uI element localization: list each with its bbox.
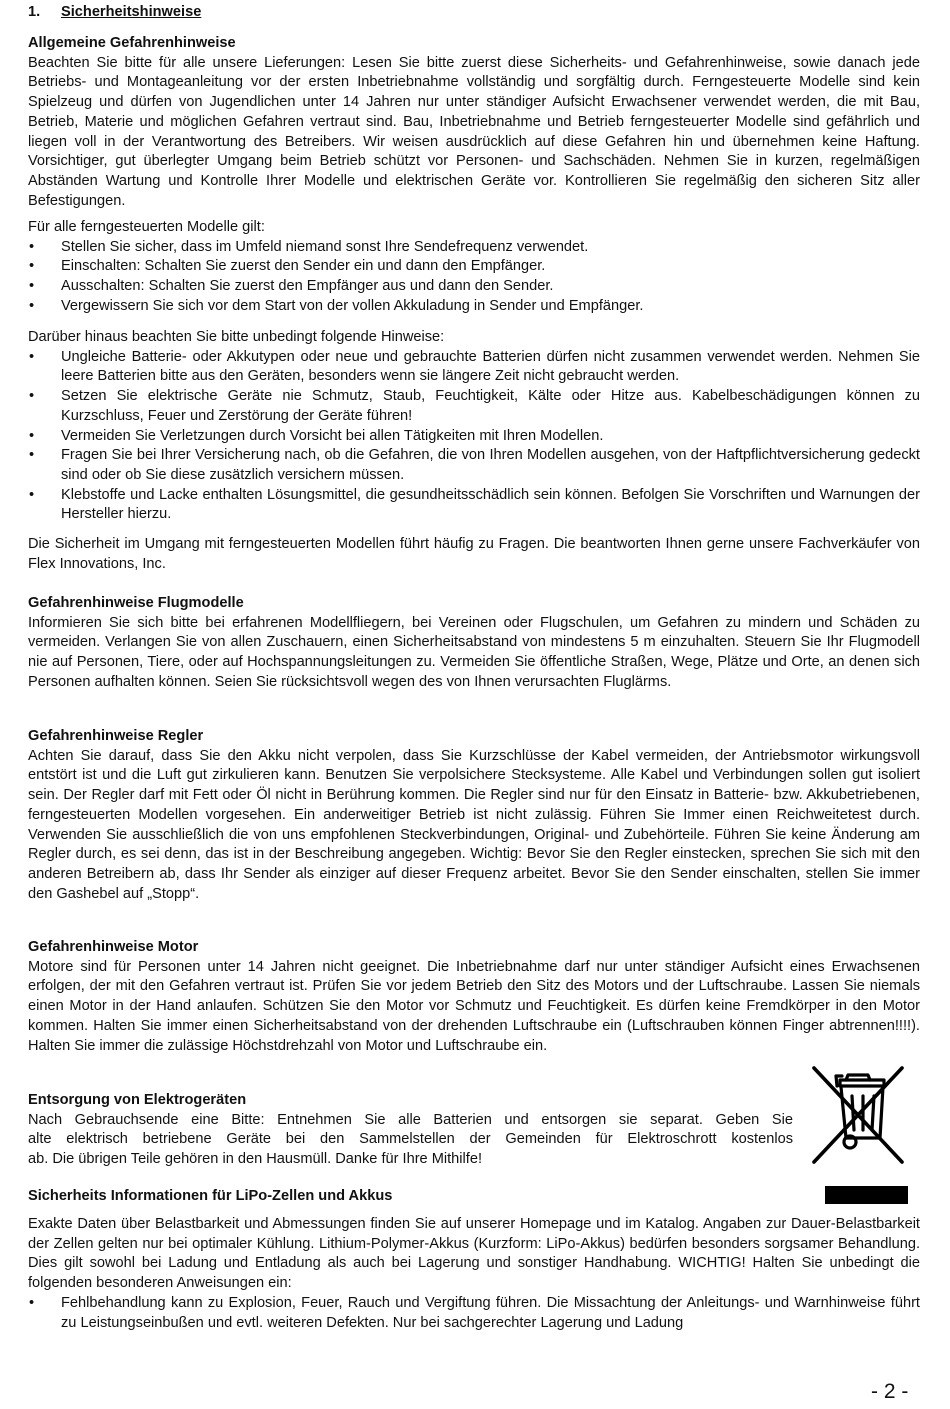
list-item: • Ungleiche Batterie- oder Akkutypen oder neue und gebrauchte Batterien dürfen nicht zusammen verwendet werden. Nehmen Sie leere Batterien bitte aus den Geräten, besonders wenn sie längere Zeit nicht gebraucht werden. — [29, 348, 920, 385]
crossed-out-wheelie-bin-icon — [808, 1062, 908, 1170]
flight-hazards-heading: Gefahrenhinweise Flugmodelle — [28, 595, 244, 611]
section-number: 1. — [28, 4, 41, 20]
all-models-list — [28, 238, 920, 317]
additional-notes-intro: Darüber hinaus beachten Sie bitte unbedingt folgende Hinweise: — [28, 329, 445, 345]
list-item: • Klebstoffe und Lacke enthalten Lösungsmittel, die gesundheitsschädlich sein können. Befolgen Sie Vorschriften und Warnungen der Hersteller hierzu. — [29, 486, 920, 523]
motor-hazards-text: Motore sind für Personen unter 14 Jahren nicht geeignet. Die Inbetriebnahme darf nur unter ständiger Aufsicht eines Erwachsenen erfolgen, der mit den Gefahren vertraut ist. Prüfen Sie vor jedem Betrieb den Sitz des Motors und der Luftschraube. Lassen Sie niemals einen Motor in der Hand anlaufen. Schützen Sie den Motor vor Schmutz und Feuchtigkeit. Es dürfen keine Fremdkörper in den Motor kommen. Halten Sie immer einen Sicherheitsabstand von der drehenden Luftschraube ein (Luftschrauben können Finger abtrennen!!!!). Halten Sie immer die zulässige Höchstdrehzahl von Motor und Luftschraube ein. — [28, 958, 920, 1054]
additional-notes-list — [28, 348, 920, 525]
regler-hazards-section — [28, 727, 920, 904]
disposal-line: Nach Gebrauchsende eine Bitte: Entnehmen Sie alle Batterien und entsorgen sie separat. Geben Sie — [28, 1111, 793, 1128]
bullet-icon: • — [29, 348, 35, 365]
list-item: • Fragen Sie bei Ihrer Versicherung nach, ob die Gefahren, die von Ihren Modellen ausgehen, von der Haftpflichtversicherung gedeckt sind oder ob Sie diese zusätzlich versichern müssen. — [29, 447, 920, 483]
weee-underline-bar — [825, 1186, 908, 1204]
lipo-section — [28, 1215, 920, 1333]
list-item: • Vergewissern Sie sich vor dem Start von der vollen Akkuladung in Sender und Empfänger. — [28, 297, 920, 317]
list-item: • Einschalten: Schalten Sie zuerst den Sender ein und dann den Empfänger. — [28, 257, 920, 277]
motor-hazards-heading: Gefahrenhinweise Motor — [28, 939, 199, 955]
bullet-icon: • — [29, 278, 35, 295]
all-models-intro: Für alle ferngesteuerten Modelle gilt: — [28, 219, 265, 235]
bullet-icon: • — [29, 486, 35, 503]
flight-hazards-text: Informieren Sie sich bitte bei erfahrenen Modellfliegern, bei Vereinen oder Flugschulen, um Gefahren zu mindern und Schäden zu vermeiden. Verlangen Sie von allen Zuschauern, einen Sicherheitsabstand von mindestens 5 m einzuhalten. Steuern Sie Ihr Flugmodell nie auf Personen, Tiere, oder auf Hochspannungsleitungen zu. Vermeiden Sie öffentliche Straßen, Wege, Plätze und Orte, an denen sich Personen aufhalten können. Seien Sie rücksichtsvoll wegen des von Ihnen verursachten Fluglärms. — [28, 614, 920, 690]
section-heading — [28, 3, 201, 23]
bullet-icon: • — [29, 297, 35, 314]
lipo-text: Exakte Daten über Belastbarkeit und Abmessungen finden Sie auf unserer Homepage und im Katalog. Angaben zur Dauer-Belastbarkeit der Zellen gelten nur bei optimaler Kühlung. Lithium-Polymer-Akkus (Kurzform: LiPo-Akkus) bedürfen besonders sorgsamer Behandlung. Dies gilt sowohl bei Ladung und Entladung als auch bei Lagerung und sonstiger Handhabung. WICHTIG! Halten Sie unbedingt die folgenden besonderen Anweisungen ein: — [28, 1216, 920, 1292]
list-item: • Vermeiden Sie Verletzungen durch Vorsicht bei allen Tätigkeiten mit Ihren Modellen. — [28, 427, 920, 447]
list-item: • Stellen Sie sicher, dass im Umfeld niemand sonst Ihre Sendefrequenz verwendet. — [28, 238, 920, 258]
general-hazards-heading: Allgemeine Gefahrenhinweise — [28, 35, 236, 51]
bullet-icon: • — [29, 1294, 35, 1311]
disposal-heading: Entsorgung von Elektrogeräten — [28, 1092, 247, 1108]
section-title: Sicherheitshinweise — [61, 4, 202, 20]
bullet-icon: • — [29, 258, 35, 275]
all-models-section — [28, 218, 920, 317]
disposal-line: ab. Die übrigen Teile gehören in den Hausmüll. Danke für Ihre Mithilfe! — [28, 1151, 483, 1168]
regler-hazards-text: Achten Sie darauf, dass Sie den Akku nicht verpolen, dass Sie Kurzschlüsse der Kabel vermeiden, der Antriebsmotor wirkungsvoll entstört ist und die Luft gut zirkulieren kann. Benutzen Sie verpolsichere Stecksysteme. Alle Kabel und Verbindungen sollen gut isoliert sein. Der Regler darf mit Fett oder Öl nicht in Berührung kommen. Die Regler sind nur für den Einsatz in Batterie- bzw. Akkubetriebenen, ferngesteuerten Modellen vorgesehen. Ein anderweitiger Betrieb ist nicht zulässig. Führen Sie Immer einen Reichweitetest durch. Verwenden Sie ausschließlich die von uns empfohlenen Steckverbindungen, Original- und Zubehörteile. Führen Sie keine Änderung am Regler durch, es sei denn, das ist in der Beschreibung angegeben. Wichtig: Bevor Sie den Regler einstecken, sprechen Sie sich mit den anderen Betreibern ab, dass Ihr Sender als einziger auf dieser Frequenz arbeitet. Bevor Sie den Sender einschalten, stellen Sie immer den Gashebel auf „Stopp“. — [28, 747, 920, 902]
lipo-heading: Sicherheits Informationen für LiPo-Zellen und Akkus — [28, 1188, 393, 1204]
regler-hazards-heading: Gefahrenhinweise Regler — [28, 728, 204, 744]
additional-notes-section — [28, 328, 920, 525]
general-hazards-text: Beachten Sie bitte für alle unsere Lieferungen: Lesen Sie bitte zuerst diese Sicherheits- und Gefahrenhinweise, sowie danach jede Betriebs- und Montageanleitung vor der ersten Inbetriebnahme vollständig und sorgfältig durch. Ferngesteuerte Modelle sind kein Spielzeug und dürfen von Jugendlichen unter 14 Jahren nur unter ständiger Aufsicht Erwachsener verwendet werden, die mit Bau, Betrieb, Materie und möglichen Gefahren vertraut sind. Bau, Inbetriebnahme und Betrieb ferngesteuerter Modelle sind gefährlich und liegen voll in der Verantwortung des Betreibers. Wir weisen ausdrücklich auf diese Gefahren hin und übernehmen keine Haftung. Vorsichtiger, gut überlegter Umgang beim Betrieb schützt vor Personen- und Sachschäden. Nehmen Sie in kurzen, regelmäßigen Abständen Wartung und Kontrolle Ihrer Modelle und elektrischen Geräte vor. Kontrollieren Sie regelmäßig den sicheren Sitz aller Befestigungen. — [28, 54, 920, 209]
bullet-icon: • — [29, 447, 35, 464]
list-item: • Setzen Sie elektrische Geräte nie Schmutz, Staub, Feuchtigkeit, Kälte oder Hitze aus. Kabelbeschädigungen können zu Kurzschluss, Feuer und Zerstörung der Geräte führen! — [29, 388, 920, 424]
bullet-icon: • — [29, 238, 35, 255]
flight-hazards-section — [28, 594, 920, 693]
page-number: - 2 - — [871, 1380, 909, 1403]
motor-hazards-section — [28, 938, 920, 1056]
general-hazards-section — [28, 34, 920, 211]
disposal-line: alte elektrisch betriebene Geräte bei den Sammelstellen der Gemeinden für Elektroschrott kostenlos — [28, 1131, 793, 1148]
list-item: • Fehlbehandlung kann zu Explosion, Feuer, Rauch und Vergiftung führen. Die Missachtung der Anleitungs- und Warnhinweise führt zu Leistungseinbußen und evtl. weiteren Defekten. Nur bei sachgerechter Lagerung und Ladung — [29, 1294, 920, 1331]
bullet-icon: • — [29, 388, 35, 405]
bullet-icon: • — [29, 427, 35, 444]
list-item: • Ausschalten: Schalten Sie zuerst den Empfänger aus und dann den Sender. — [28, 277, 920, 297]
lipo-list — [28, 1294, 920, 1333]
disposal-section — [28, 1091, 793, 1170]
safety-note: Die Sicherheit im Umgang mit ferngesteuerten Modellen führt häufig zu Fragen. Die beantworten Ihnen gerne unsere Fachverkäufer von Flex Innovations, Inc. — [28, 536, 920, 572]
